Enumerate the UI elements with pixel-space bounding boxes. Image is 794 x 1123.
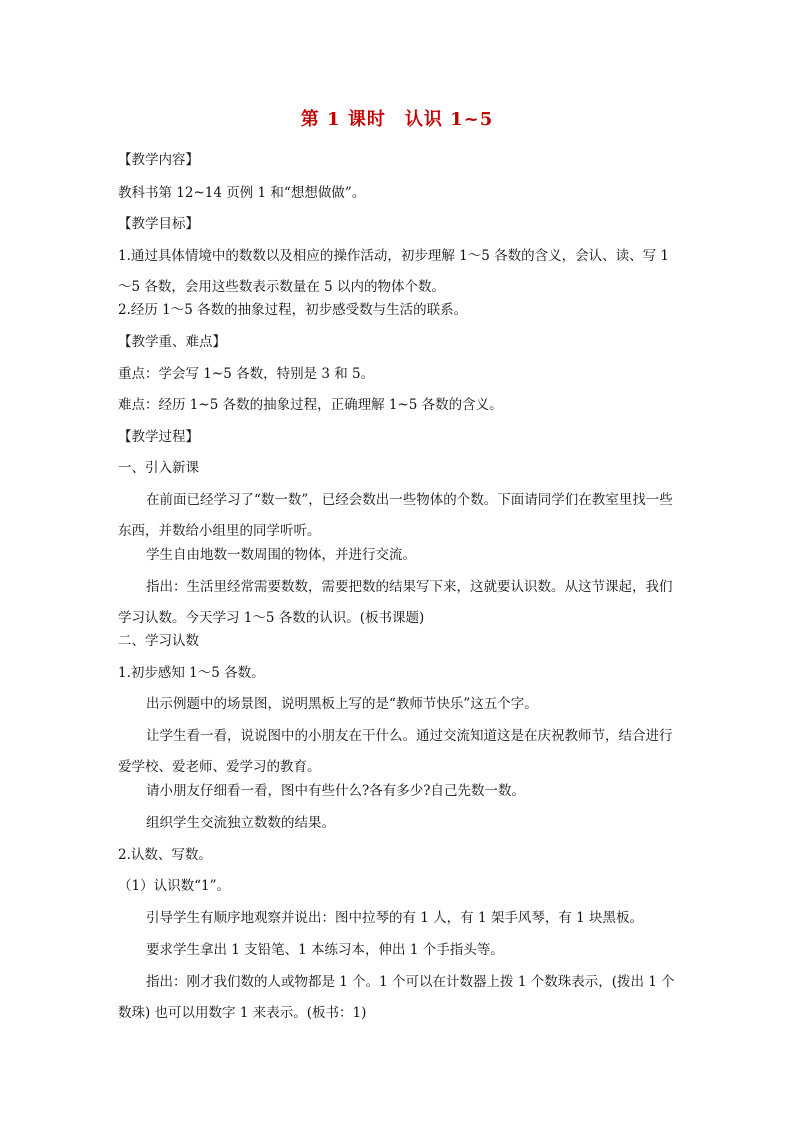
key-heading: 【教学重、难点】 bbox=[118, 334, 226, 350]
part1-heading: 一、引入新课 bbox=[118, 460, 199, 476]
part2-heading: 二、学习认数 bbox=[118, 633, 199, 649]
goal-2: 2.经历 1～5 各数的抽象过程，初步感受数与生活的联系。 bbox=[118, 302, 468, 318]
difficult-point: 难点：经历 1~5 各数的抽象过程，正确理解 1~5 各数的含义。 bbox=[118, 397, 503, 413]
part1-paragraph-3: 指出：生活里经常需要数数，需要把数的结果写下来，这就要认识数。从这节课起，我们学习认数。今天学习 1～5 各数的认识。(板书课题) bbox=[118, 579, 673, 626]
goal-heading: 【教学目标】 bbox=[118, 216, 199, 232]
page-title: 第 1 课时 认识 1~5 bbox=[300, 109, 494, 130]
step1-paragraph-3: 请小朋友仔细看一看，图中有些什么?各有多少?自己先数一数。 bbox=[146, 783, 525, 799]
step1-paragraph-1: 出示例题中的场景图，说明黑板上写的是“教师节快乐”这五个字。 bbox=[146, 696, 538, 712]
goal-1: 1.通过具体情境中的数数以及相应的操作活动，初步理解 1～5 各数的含义，会认、读、写 1～5 各数，会用这些数表示数量在 5 以内的物体个数。 bbox=[118, 248, 670, 295]
part1-paragraph-2: 学生自由地数一数周围的物体，并进行交流。 bbox=[146, 547, 416, 563]
part1-paragraph-1: 在前面已经学习了“数一数”，已经会数出一些物体的个数。下面请同学们在教室里找一些东西，并数给小组里的同学听听。 bbox=[118, 492, 673, 539]
step1-heading: 1.初步感知 1～5 各数。 bbox=[118, 665, 265, 681]
step1-paragraph-4: 组织学生交流独立数数的结果。 bbox=[146, 815, 335, 831]
key-point: 重点：学会写 1~5 各数，特别是 3 和 5。 bbox=[118, 366, 375, 382]
step2-paragraph-1: 引导学生有顺序地观察并说出：图中拉琴的有 1 人，有 1 架手风琴，有 1 块黑板。 bbox=[146, 910, 644, 926]
step2-heading: 2.认数、写数。 bbox=[118, 847, 212, 863]
step2-paragraph-3: 指出：刚才我们数的人或物都是 1 个。1 个可以在计数器上拨 1 个数珠表示，(拨出 1 个数珠) 也可以用数字 1 来表示。(板书：1) bbox=[118, 974, 675, 1021]
step2-paragraph-2: 要求学生拿出 1 支铅笔、1 本练习本，伸出 1 个手指头等。 bbox=[146, 942, 504, 958]
step1-paragraph-2: 让学生看一看，说说图中的小朋友在干什么。通过交流知道这是在庆祝教师节，结合进行爱学校、爱老师、爱学习的教育。 bbox=[118, 728, 673, 775]
process-heading: 【教学过程】 bbox=[118, 429, 199, 445]
content-text: 教科书第 12~14 页例 1 和“想想做做”。 bbox=[118, 185, 366, 201]
step2-subheading: （1）认识数“1”。 bbox=[118, 878, 230, 894]
content-heading: 【教学内容】 bbox=[118, 152, 199, 168]
